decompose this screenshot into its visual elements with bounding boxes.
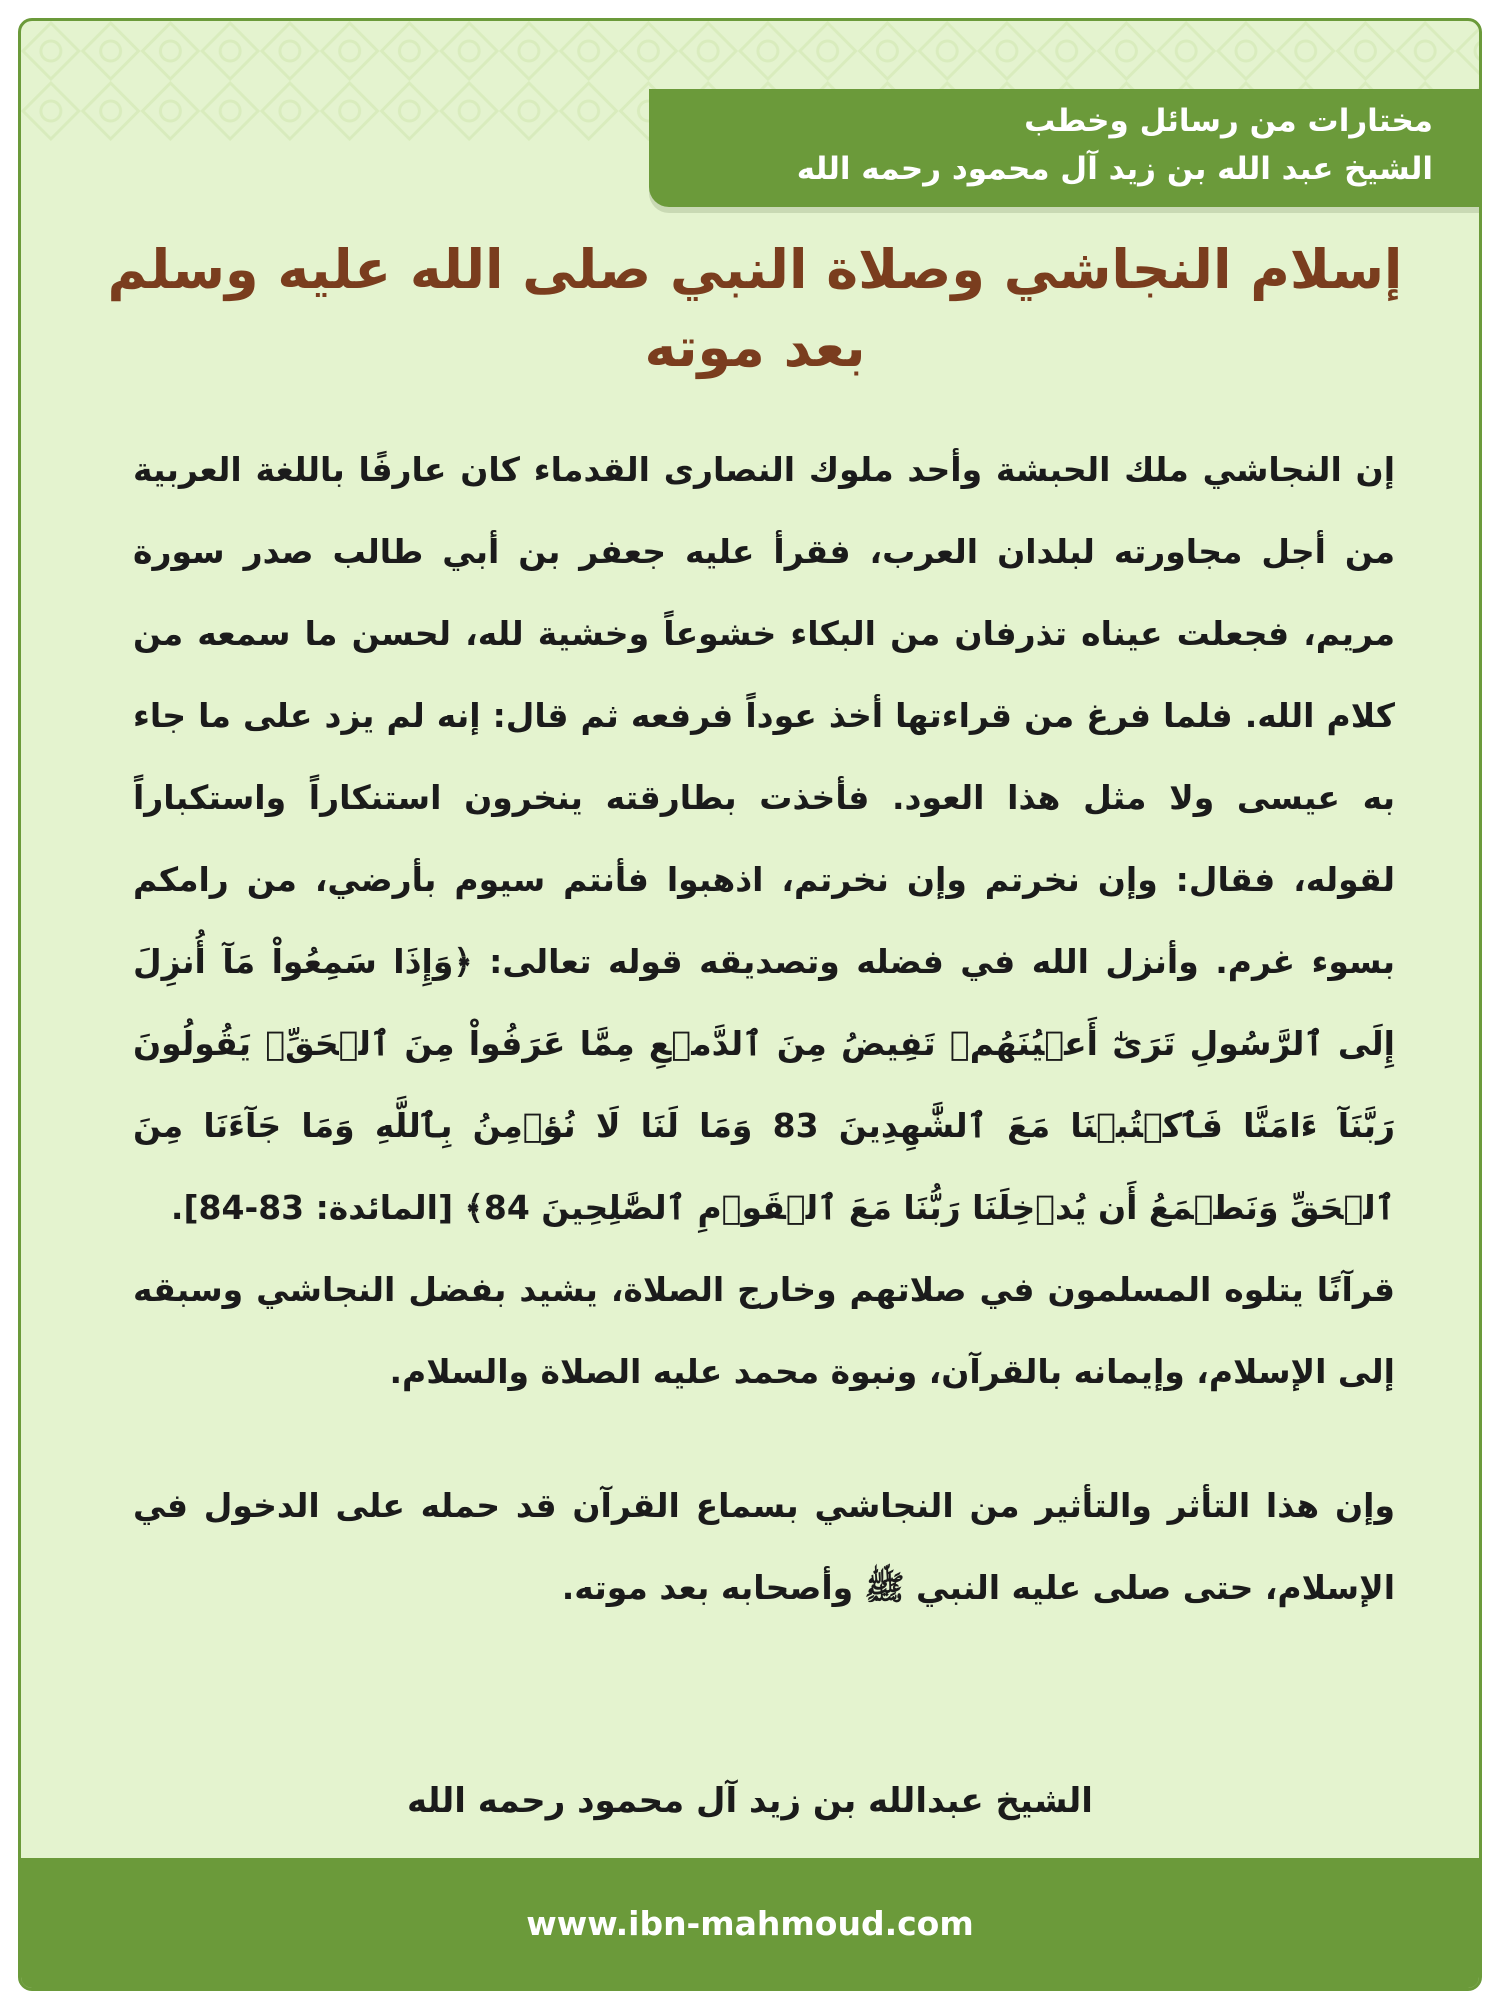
paragraph-spacer bbox=[133, 1413, 1395, 1465]
article-body bbox=[133, 429, 1395, 1629]
header-author: الشيخ عبد الله بن زيد آل محمود رحمه الله bbox=[796, 151, 1433, 187]
signature: الشيخ عبدالله بن زيد آل محمود رحمه الله bbox=[407, 1781, 1093, 1821]
paragraph-2: قرآنًا يتلوه المسلمون في صلاتهم وخارج الصلاة، يشيد بفضل النجاشي وسبقه إلى الإسلام، وإيمانه بالقرآن، ونبوة محمد عليه الصلاة والسلام. bbox=[133, 1270, 1395, 1391]
header-series-title: مختارات من رسائل وخطب bbox=[1024, 103, 1433, 139]
title-line-1: إسلام النجاشي وصلاة النبي صلى الله عليه وسلم bbox=[107, 238, 1403, 301]
page-frame bbox=[18, 18, 1482, 1991]
header-banner bbox=[649, 89, 1479, 207]
article-title bbox=[91, 231, 1419, 387]
paragraph-3: وإن هذا التأثر والتأثير من النجاشي بسماع القرآن قد حمله على الدخول في الإسلام، حتى صلى عليه النبي ﷺ وأصحابه بعد موته. bbox=[133, 1486, 1395, 1607]
paragraph-1: إن النجاشي ملك الحبشة وأحد ملوك النصارى القدماء كان عارفًا باللغة العربية من أجل مجاورته لبلدان العرب، فقرأ عليه جعفر بن أبي طالب صدر سورة مريم، فجعلت عيناه تذرفان من البكاء خشوعاً وخشية لله، لحسن ما سمعه من كلام الله. فلما فرغ من قراءتها أخذ عوداً فرفعه ثم قال: إنه لم يزد على ما جاء به عيسى ولا مثل هذا العود. فأخذت بطارقته ينخرون استنكاراً واستكباراً لقوله، فقال: وإن نخرتم وإن نخرتم، اذهبوا فأنتم سيوم بأرضي، من رامكم بسوء غرم. وأنزل الله في فضله وتصديقه قوله تعالى: ﴿وَإِذَا سَمِعُواْ مَآ أُنزِلَ إِلَى ٱلرَّسُولِ تَرَىٰٓ أَعۡيُنَهُمۡ تَفِيضُ مِنَ ٱلدَّمۡعِ مِمَّا عَرَفُواْ مِنَ ٱلۡحَقِّۖ يَقُولُونَ رَبَّنَآ ءَامَنَّا فَٱكۡتُبۡنَا مَعَ ٱلشَّٰهِدِينَ 83 وَمَا لَنَا لَا نُؤۡمِنُ بِٱللَّهِ وَمَا جَآءَنَا مِنَ ٱلۡحَقِّ وَنَطۡمَعُ أَن يُدۡخِلَنَا رَبُّنَا مَعَ ٱلۡقَوۡمِ ٱلصَّٰلِحِينَ 84﴾ [المائدة: 83-84]. bbox=[133, 450, 1395, 1227]
website-link[interactable]: www.ibn-mahmoud.com bbox=[526, 1903, 974, 1943]
title-line-2: بعد موته bbox=[644, 316, 866, 379]
footer-bar bbox=[21, 1858, 1479, 1988]
